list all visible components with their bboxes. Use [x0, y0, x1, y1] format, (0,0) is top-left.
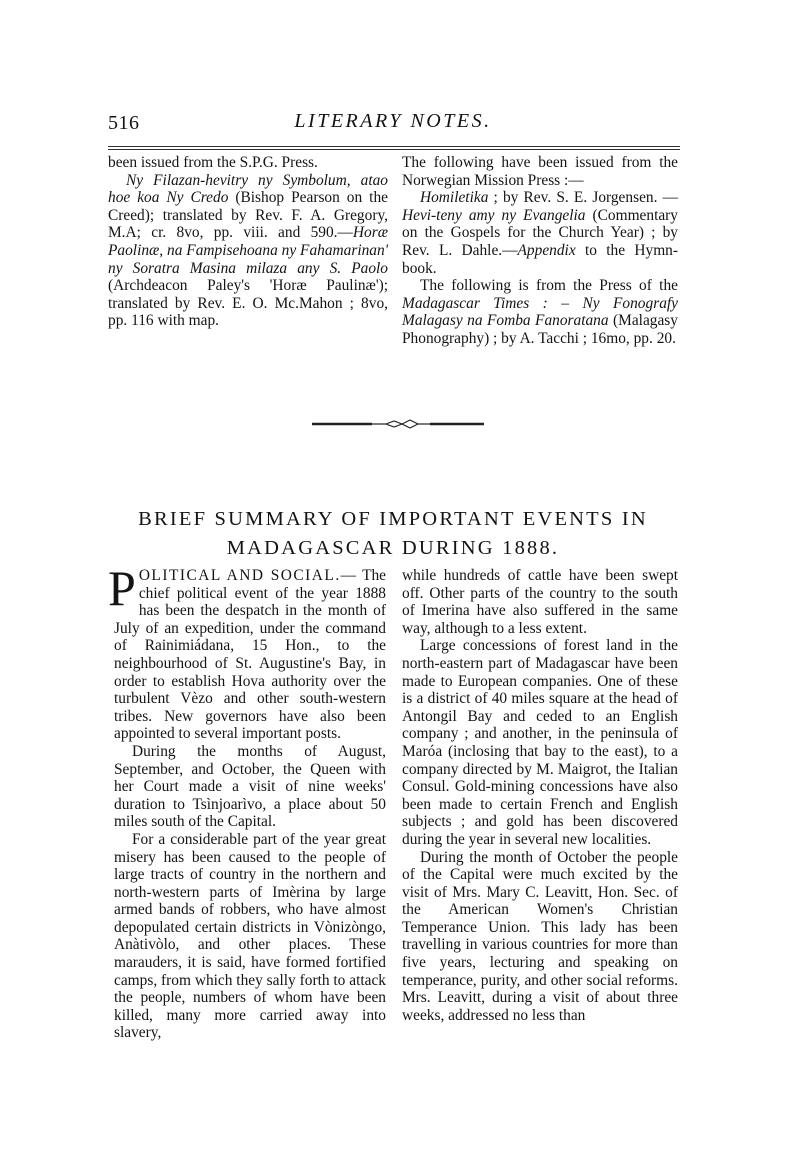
text-run: ; by Rev. S. E. Jorgensen. —: [488, 189, 678, 207]
title-italic: Ny Filazan-hevitry ny Symbolum, atao hoe koa Ny Credo: [108, 171, 388, 207]
title-italic: Homiletika: [420, 189, 489, 207]
divider-ornament: [312, 416, 484, 432]
top-right-para-3: [402, 277, 678, 347]
top-left-column: [108, 154, 388, 330]
text-run: (Commentary on the Gospels for the Church Year) ; by Rev. L. Dahle.—: [402, 206, 678, 259]
lead-para: [108, 560, 386, 743]
running-title: LITERARY NOTES.: [294, 110, 492, 132]
article-title-line-2: MADAGASCAR DURING 1888.: [226, 537, 560, 559]
top-right-para-1: The following have been issued from the Norwegian Mission Press :—: [402, 154, 678, 189]
text-run: to the Hymn-book.: [402, 241, 678, 277]
top-right-column: [402, 154, 678, 348]
text-run: (Malagasy Phonography) ; by A. Tacchi ; 16mo, pp. 20.: [402, 312, 678, 347]
bottom-right-para-2: Large concessions of forest land in the north-eastern part of Madagascar have been made to European companies. One of these is a district of 40 miles square at the head of Antongil Bay and ceded to an English company ; and another, in the peninsula of Maróa (inclosing that bay to the east), to a company directed by M. Maigrot, the Italian Consul. Gold-mining concessions have also been made to certain French and English subjects ; and gold has been discovered during the year in several new localities.: [402, 637, 678, 848]
header-rule: [108, 146, 680, 150]
title-italic: Appendix: [517, 241, 576, 259]
text-run: The following is from the Press of the: [420, 277, 678, 295]
bottom-right-para-1: while hundreds of cattle have been swept off. Other parts of the country to the south of Imerina have also suffered in the same way, although to a less extent.: [402, 567, 678, 637]
title-italic: Hevi-teny amy ny Evangelia: [402, 206, 586, 224]
top-left-para-2: [108, 172, 388, 330]
bottom-right-para-3: During the month of October the people of the Capital were much excited by the visit of Mrs. Mary C. Leavitt, Hon. Sec. of the American Women's Christian Temperance Union. This lady has been travelling in various countries for more than five years, lecturing and speaking on temperance, purity, and other social reforms. Mrs. Leavitt, during a visit of about three weeks, addressed no less than: [402, 848, 678, 1024]
top-left-para-1: been issued from the S.P.G. Press.: [108, 154, 318, 171]
bottom-right-column: [402, 567, 678, 1024]
section-lead: OLITICAL AND SOCIAL.—: [138, 567, 358, 584]
bottom-left-para-2: During the months of August, September, and October, the Queen with her Court made a visit of nine weeks' duration to Tsìnjoarìvo, a place about 50 miles south of the Capital.: [114, 742, 386, 831]
text-run: (Bishop Pearson on the Creed); translated by Rev. F. A. Gregory, M.A; cr. 8vo, pp. viii. and 590.—: [108, 189, 388, 242]
page-number: 516: [108, 112, 140, 134]
article-title-line-1: BRIEF SUMMARY OF IMPORTANT EVENTS IN: [138, 508, 648, 530]
bottom-left-para-3: For a considerable part of the year great misery has been caused to the people of large tracts of country in the northern and north-western parts of Imèrina by large armed bands of robbers, who have almost depopulated certain districts in Vònizòngo, Anàtivòlo, and other places. These marauders, it is said, have formed fortified camps, from which they sally forth to attack the people, numbers of whom have been killed, many more carried away into slavery,: [114, 830, 386, 1042]
text-run: (Archdeacon Paley's 'Horæ Paulinæ'); translated by Rev. E. O. Mc.Mahon ; 8vo, pp. 116 with map.: [108, 277, 388, 330]
text-run: The chief political event of the year 1888 has been the despatch in the month of July of an expedition, under the command of Rainimiádana, 15 Hon., to the neighbourhood of St. Augustine's Bay, in order to establish Hova authority over the turbulent Vèzo and other south-western tribes. New governors have also been appointed to several important posts.: [114, 567, 386, 743]
title-italic: Horæ Paolinæ, na Fampisehoana ny Fahamarinan' ny Soratra Masina milaza any S. Paolo: [108, 224, 388, 277]
title-italic: Madagascar Times : – Ny Fonografy Malagasy na Fomba Fanoratana: [402, 294, 678, 330]
top-right-para-2: [402, 189, 678, 277]
bottom-left-column: [108, 560, 386, 1042]
drop-cap: P: [108, 560, 136, 616]
